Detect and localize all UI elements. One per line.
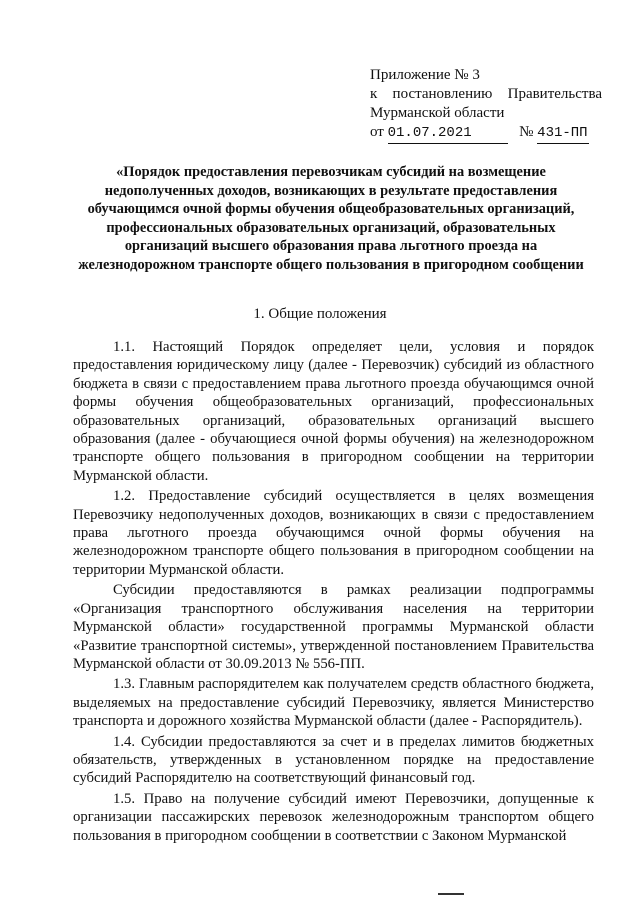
section-heading: 1. Общие положения xyxy=(253,306,387,322)
date-field xyxy=(388,123,508,144)
date-prefix: от xyxy=(370,124,384,140)
paragraph-1-3: 1.3. Главным распорядителем как получателем средств областного бюджета, выделяемых на предоставление субсидий Перевозчику, является Министерство транспорта и дорожного хозяйства Мурманской области (далее - Распорядитель). xyxy=(73,676,594,730)
appendix-date-line xyxy=(370,123,602,144)
document-body xyxy=(73,338,594,845)
page-footer-mark xyxy=(438,893,464,895)
decree-date: 01.07.2021 xyxy=(387,125,472,141)
appendix-decree-ref: к постановлению Правительства xyxy=(370,86,602,102)
decree-number: 431-ПП xyxy=(537,125,588,141)
paragraph-1-1: 1.1. Настоящий Порядок определяет цели, условия и порядок предоставления юридическому лицу (далее - Перевозчик) субсидий из областного бюджета в связи с предоставлением права льготного проезда обучающимся очной формы обучения общеобразовательных организаций, профессиональных образовательных организаций, образовательных организаций высшего образования (далее - обучающиеся очной формы обучения) на железнодорожном транспорте общего пользования в пригородном сообщении на территории Мурманской области. xyxy=(73,339,594,484)
appendix-region: Мурманской области xyxy=(370,105,505,121)
document-title: «Порядок предоставления перевозчикам субсидий на возмещение недополученных доходов, возникающих в результате предоставления обучающимся очной формы обучения общеобразовательных организаций, профессиональных образовательных организаций, образовательных организаций высшего образования права льготного проезда на железнодорожном транспорте общего пользования в пригородном сообщении xyxy=(78,164,584,273)
number-field xyxy=(537,123,589,144)
number-prefix: № xyxy=(519,124,534,140)
paragraph-1-2: 1.2. Предоставление субсидий осуществляется в целях возмещения Перевозчику недополученных доходов, возникающих в связи с предоставлением права льготного проезда обучающимся очной формы обучения на железнодорожном транспорте общего пользования в пригородном сообщении на территории Мурманской области. xyxy=(73,488,594,578)
appendix-number: Приложение № 3 xyxy=(370,67,480,83)
appendix-block xyxy=(370,66,602,144)
paragraph-subsidies: Субсидии предоставляются в рамках реализации подпрограммы «Организация транспортного обслуживания населения на территории Мурманской области» государственной программы Мурманской области «Развитие транспортной системы», утвержденной постановлением Правительства Мурманской области от 30.09.2013 № 556-ПП. xyxy=(73,582,594,672)
paragraph-1-5: 1.5. Право на получение субсидий имеют Перевозчики, допущенные к организации пассажирских перевозок железнодорожным транспортом общего пользования в пригородном сообщении в соответствии с Законом Мурманской xyxy=(73,790,594,844)
paragraph-1-4: 1.4. Субсидии предоставляются за счет и в пределах лимитов бюджетных обязательств, утвержденных в установленном порядке на предоставление субсидий Распорядителю на соответствующий финансовый год. xyxy=(73,733,594,787)
